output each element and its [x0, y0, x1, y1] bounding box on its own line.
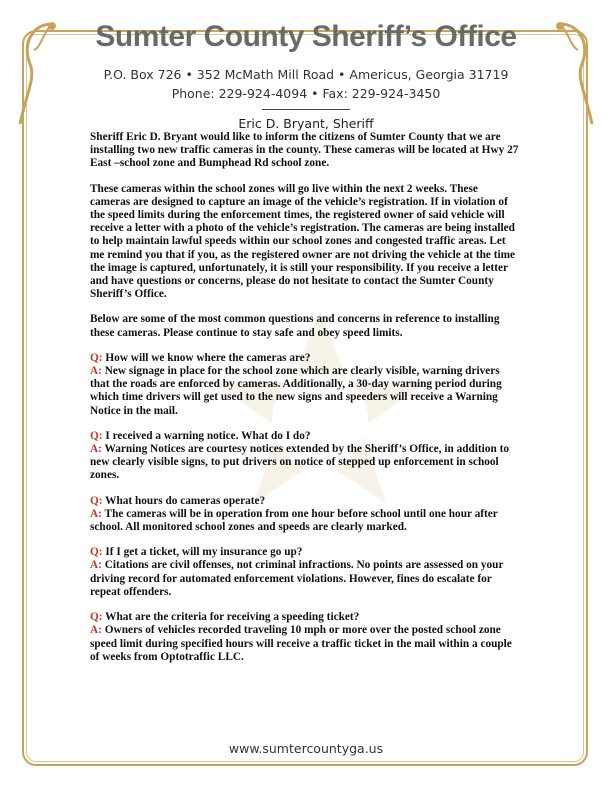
answer-text: The cameras will be in operation from one hour before school until one hour after school. All monitored school zones and speeds are clearly marked. — [90, 507, 498, 534]
question-text: What are the criteria for receiving a speeding ticket? — [102, 611, 360, 624]
sheriff-name: Eric D. Bryant, Sheriff — [238, 116, 374, 131]
answer-text: Citations are civil offenses, not criminal infractions. No points are assessed on your driving record for automated enforcement violations. However, fines do escalate for repeat offenders. — [90, 559, 504, 598]
question-label: Q: — [90, 351, 103, 364]
office-address: P.O. Box 726 • 352 McMath Mill Road • Americus, Georgia 31719 — [103, 67, 509, 82]
question-text: I received a warning notice. What do I do? — [102, 429, 311, 442]
page-title: Sumter County Sheriff’s Office — [95, 20, 517, 53]
faq-item — [90, 495, 520, 535]
header-divider — [262, 109, 350, 110]
website-link[interactable]: www.sumtercountyga.us — [228, 741, 384, 756]
faq-item — [90, 611, 520, 664]
answer-text: Owners of vehicles recorded traveling 10 mph or more over the posted school zone speed limit during specified hours will receive a traffic ticket in the mail within a couple of weeks from Optotraffic LLC. — [90, 624, 512, 663]
question-text: What hours do cameras operate? — [102, 494, 266, 507]
office-phone: Phone: 229-924-4094 • Fax: 229-924-3450 — [171, 86, 441, 101]
answer-label: A: — [90, 559, 102, 572]
faq-item — [90, 546, 520, 599]
question-label: Q: — [90, 611, 103, 624]
question-label: Q: — [90, 494, 103, 507]
intro-paragraph: Sheriff Eric D. Bryant would like to inform the citizens of Sumter County that we are installing two new traffic cameras in the county. These cameras will be located at Hwy 27 East –school zone and Bumphead Rd school zone. — [90, 131, 519, 170]
faq-intro-paragraph: Below are some of the most common questions and concerns in reference to installing these cameras. Please continue to stay safe and obey speed limits. — [90, 313, 500, 339]
faq-item — [90, 430, 520, 483]
question-label: Q: — [90, 546, 103, 559]
answer-label: A: — [90, 365, 102, 378]
answer-label: A: — [90, 443, 102, 456]
answer-text: New signage in place for the school zone which are clearly visible, warning drivers that the roads are enforced by cameras. Additionally, a 30-day warning period during which time drivers will get used to the new signs and speeders will receive a Warning Notice in the mail. — [90, 365, 502, 417]
details-paragraph: These cameras within the school zones will go live within the next 2 weeks. These cameras are designed to capture an image of the vehicle’s registration. If in violation of the speed limits during the enforcement times, the registered owner of said vehicle will receive a letter with a photo of the vehicle’s registration. The cameras are being installed to help maintain lawful speeds within our school zones and congested traffic areas. Let me remind you that if you, as the registered owner are not driving the vehicle at the time the image is captured, unfortunately, it is still your responsibility. If you receive a letter and have questions or concerns, please do not hesitate to contact the Sumter County Sheriff’s Office. — [90, 182, 516, 301]
answer-label: A: — [90, 624, 102, 637]
letter-body — [90, 131, 520, 676]
answer-text: Warning Notices are courtesy notices extended by the Sheriff’s Office, in addition to new clearly visible signs, to put drivers on notice of stepped up enforcement in school zones. — [90, 443, 509, 482]
question-text: If I get a ticket, will my insurance go up? — [102, 546, 303, 559]
question-label: Q: — [90, 429, 103, 442]
faq-item — [90, 352, 520, 418]
answer-label: A: — [90, 507, 102, 520]
question-text: How will we know where the cameras are? — [102, 351, 311, 364]
